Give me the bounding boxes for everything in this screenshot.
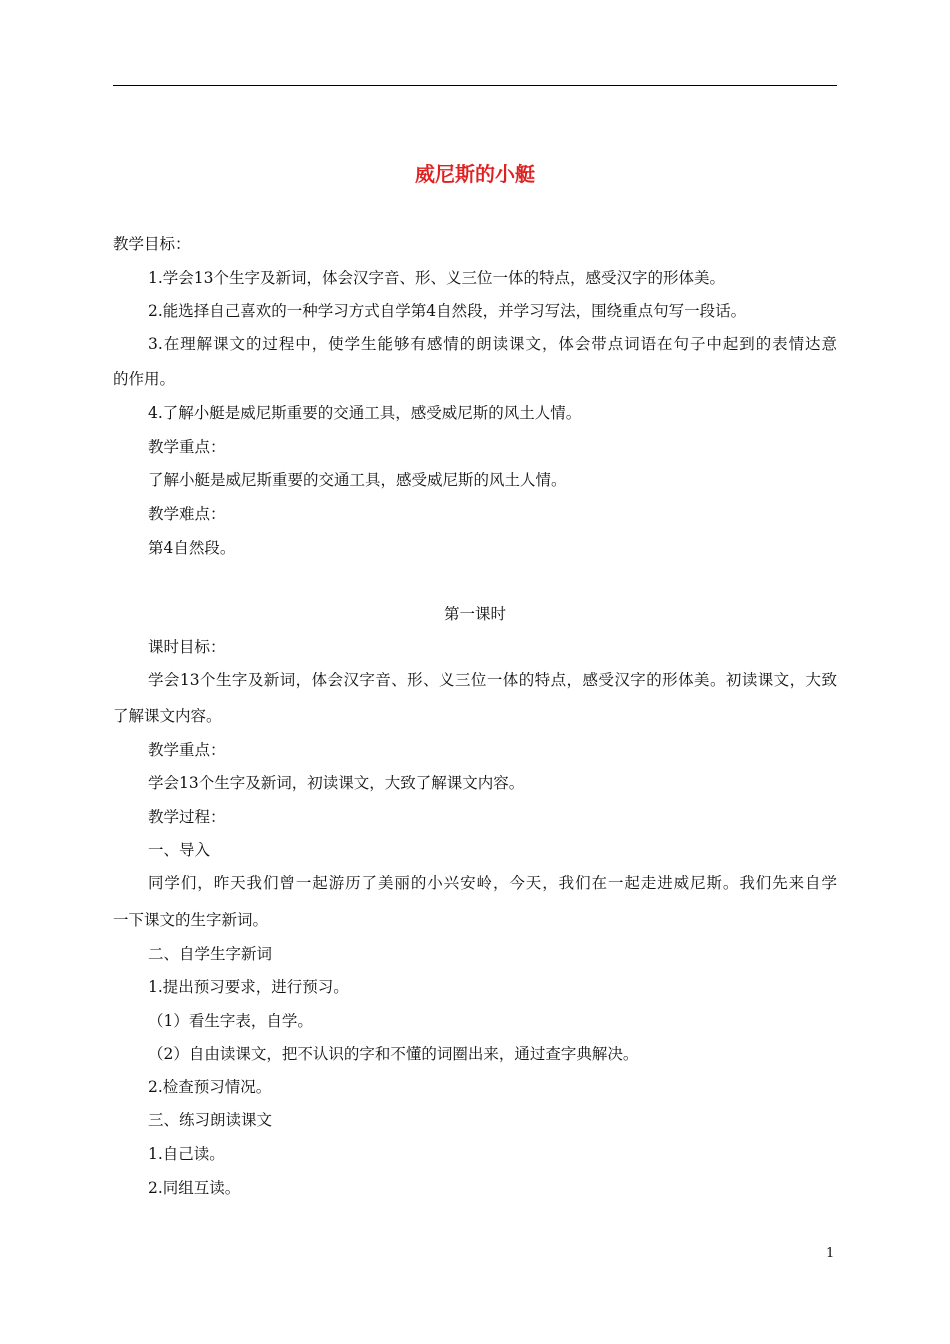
step-2-item-1a: （1）看生字表，自学。 (148, 1012, 313, 1030)
page-number: 1 (826, 1246, 835, 1261)
process-heading: 教学过程： (148, 808, 226, 826)
step-3-item-1: 1.自己读。 (148, 1145, 225, 1163)
step-2-item-1: 1.提出预习要求，进行预习。 (148, 978, 349, 996)
key-point-heading: 教学重点： (148, 438, 226, 456)
lesson-key-text: 学会13个生字及新词，初读课文，大致了解课文内容。 (148, 774, 525, 792)
header-rule (113, 85, 837, 86)
goal-item-1: 1.学会13个生字及新词，体会汉字音、形、义三位一体的特点，感受汉字的形体美。 (148, 269, 726, 287)
intro-text: 同学们，昨天我们曾一起游历了美丽的小兴安岭，今天，我们在一起走进威尼斯。我们先来自学 (148, 874, 837, 892)
goal-item-3-cont: 的作用。 (113, 370, 176, 388)
lesson-key-heading: 教学重点： (148, 741, 226, 759)
difficulty-heading: 教学难点： (148, 505, 226, 523)
step-2-heading: 二、自学生字新词 (148, 945, 273, 963)
step-1-heading: 一、导入 (148, 841, 211, 859)
step-3-item-2: 2.同组互读。 (148, 1179, 241, 1197)
step-2-item-1b: （2）自由读课文，把不认识的字和不懂的词圈出来，通过查字典解决。 (148, 1045, 639, 1063)
lesson-goal-heading: 课时目标： (148, 638, 226, 656)
difficulty-text: 第4自然段。 (148, 539, 236, 557)
step-3-heading: 三、练习朗读课文 (148, 1111, 273, 1129)
document-title: 威尼斯的小艇 (415, 162, 535, 186)
step-2-item-2: 2.检查预习情况。 (148, 1078, 272, 1096)
intro-text-cont: 一下课文的生字新词。 (113, 911, 269, 929)
lesson-heading: 第一课时 (443, 605, 506, 623)
goal-item-4: 4.了解小艇是威尼斯重要的交通工具，感受威尼斯的风土人情。 (148, 404, 582, 422)
lesson-goal-text: 学会13个生字及新词，体会汉字音、形、义三位一体的特点，感受汉字的形体美。初读课文，大致 (148, 671, 837, 689)
goal-item-2: 2.能选择自己喜欢的一种学习方式自学第4自然段，并学习写法，围绕重点句写一段话。 (148, 302, 747, 320)
key-point-text: 了解小艇是威尼斯重要的交通工具，感受威尼斯的风土人情。 (148, 471, 567, 489)
lesson-goal-text-cont: 了解课文内容。 (113, 707, 222, 725)
goal-item-3: 3.在理解课文的过程中，使学生能够有感情的朗读课文，体会带点词语在句子中起到的表情达意 (148, 335, 837, 353)
goals-heading: 教学目标： (113, 235, 191, 253)
